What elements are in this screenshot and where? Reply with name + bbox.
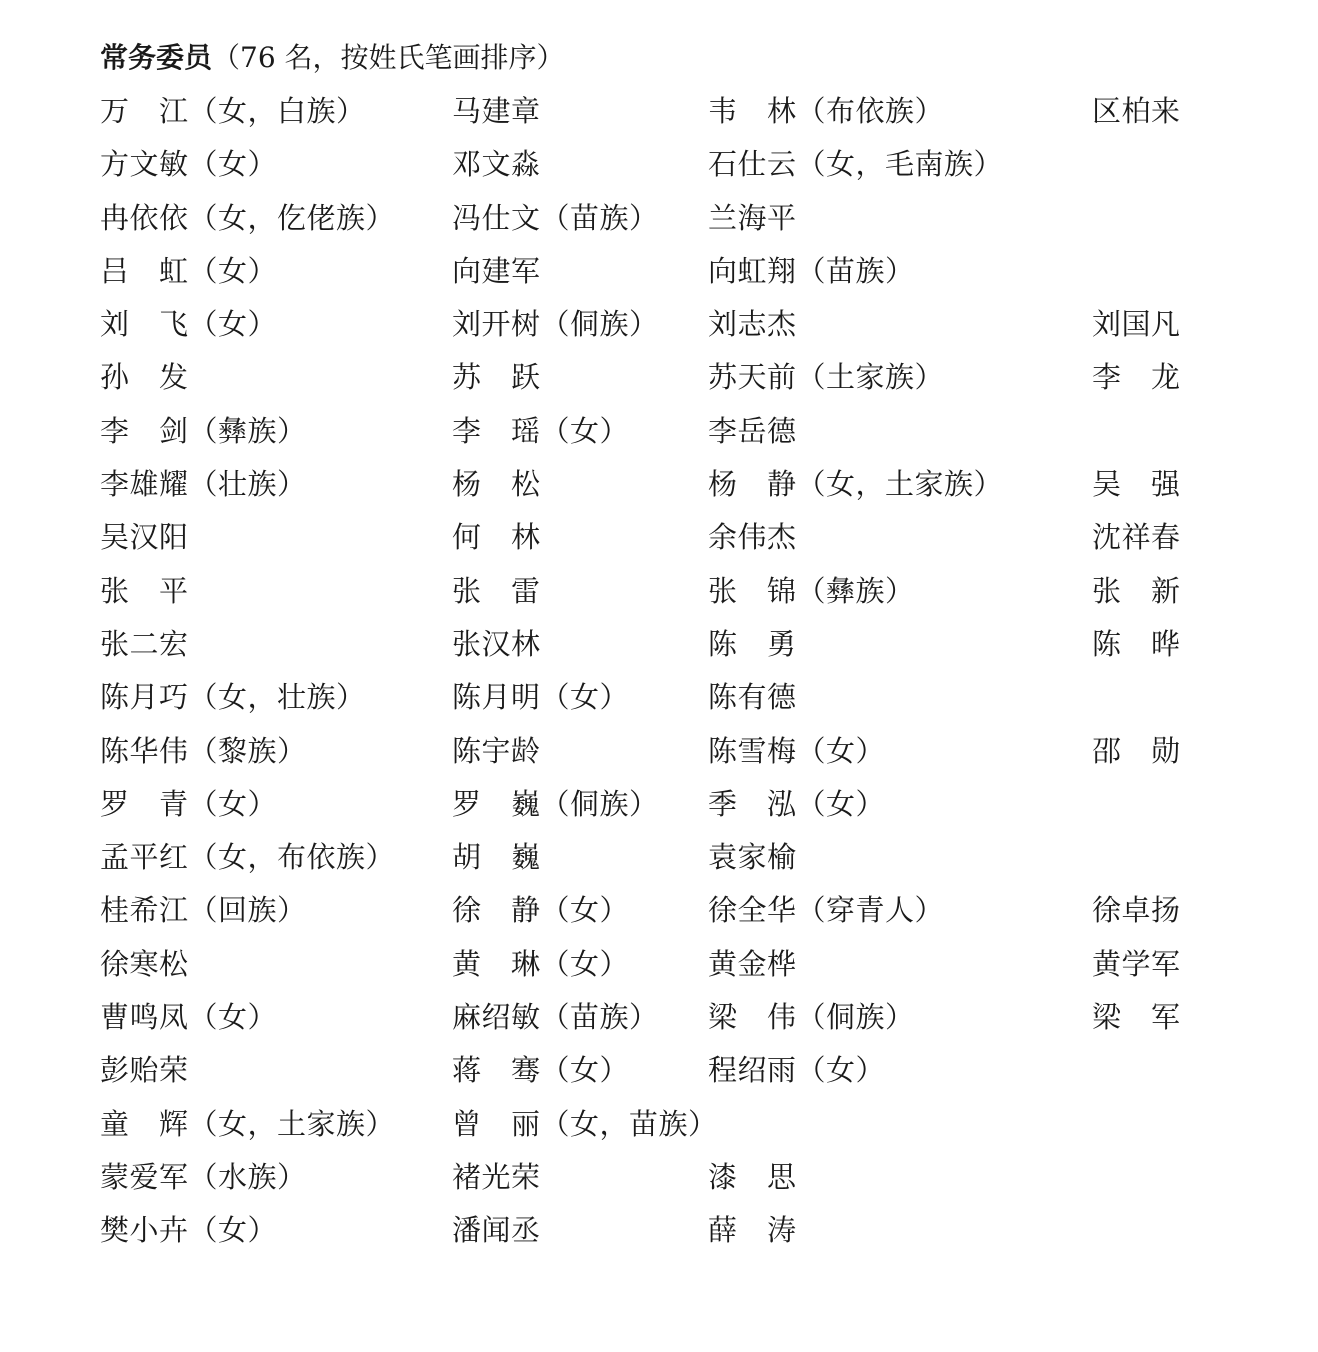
member-name: 陈月巧（女，壮族） — [100, 680, 366, 715]
member-name: 陈 晔 — [1092, 626, 1181, 661]
member-name: 刘 飞（女） — [100, 307, 278, 342]
member-name: 余伟杰 — [708, 520, 797, 555]
member-name: 何 林 — [452, 520, 541, 555]
roster-row — [100, 728, 1220, 781]
member-name: 程绍雨（女） — [708, 1053, 886, 1088]
member-name: 桂希江（回族） — [100, 893, 307, 928]
member-name: 陈华伟（黎族） — [100, 733, 307, 768]
member-name: 陈雪梅（女） — [708, 733, 886, 768]
member-name: 黄学军 — [1092, 946, 1181, 981]
member-name: 兰海平 — [708, 200, 797, 235]
member-name: 杨 松 — [452, 467, 541, 502]
roster-row — [100, 408, 1220, 461]
roster-row — [100, 1101, 1220, 1154]
member-name: 刘开树（侗族） — [452, 307, 659, 342]
member-name: 张二宏 — [100, 626, 189, 661]
member-name: 麻绍敏（苗族） — [452, 1000, 659, 1035]
member-name: 袁家榆 — [708, 840, 797, 875]
member-name: 李 龙 — [1092, 360, 1181, 395]
member-name: 李岳德 — [708, 413, 797, 448]
member-name: 苏 跃 — [452, 360, 541, 395]
member-name: 向虹翔（苗族） — [708, 253, 915, 288]
member-name: 邓文淼 — [452, 147, 541, 182]
member-name: 薛 涛 — [708, 1213, 797, 1248]
member-name: 梁 军 — [1092, 1000, 1181, 1035]
member-name: 陈宇龄 — [452, 733, 541, 768]
member-name: 张 新 — [1092, 573, 1181, 608]
roster-row — [100, 994, 1220, 1047]
member-name: 刘志杰 — [708, 307, 797, 342]
member-name: 李 瑶（女） — [452, 413, 630, 448]
member-name: 梁 伟（侗族） — [708, 1000, 915, 1035]
member-name: 陈 勇 — [708, 626, 797, 661]
member-name: 童 辉（女，土家族） — [100, 1106, 396, 1141]
member-name: 徐全华（穿青人） — [708, 893, 945, 928]
member-name: 黄金桦 — [708, 946, 797, 981]
member-name: 徐卓扬 — [1092, 893, 1181, 928]
member-roster — [100, 88, 1220, 1261]
section-heading — [100, 36, 565, 80]
member-name: 孙 发 — [100, 360, 189, 395]
roster-row — [100, 354, 1220, 407]
member-name: 彭贻荣 — [100, 1053, 189, 1088]
member-name: 蒙爱军（水族） — [100, 1159, 307, 1194]
member-name: 苏天前（土家族） — [708, 360, 945, 395]
roster-row — [100, 621, 1220, 674]
member-name: 陈月明（女） — [452, 680, 630, 715]
roster-row — [100, 674, 1220, 727]
roster-row — [100, 141, 1220, 194]
roster-row — [100, 1047, 1220, 1100]
member-name: 徐 静（女） — [452, 893, 630, 928]
member-name: 邵 勋 — [1092, 733, 1181, 768]
member-name: 季 泓（女） — [708, 786, 886, 821]
roster-row — [100, 1154, 1220, 1207]
roster-row — [100, 195, 1220, 248]
member-name: 曹鸣凤（女） — [100, 1000, 278, 1035]
roster-row — [100, 941, 1220, 994]
member-name: 刘国凡 — [1092, 307, 1181, 342]
roster-row — [100, 1207, 1220, 1260]
member-name: 万 江（女，白族） — [100, 94, 366, 128]
member-name: 黄 琳（女） — [452, 946, 630, 981]
member-name: 蒋 骞（女） — [452, 1053, 630, 1088]
roster-row — [100, 248, 1220, 301]
member-name: 冉依依（女，仡佬族） — [100, 200, 396, 235]
member-name: 马建章 — [452, 94, 541, 128]
member-name: 区柏来 — [1092, 94, 1181, 128]
member-name: 沈祥春 — [1092, 520, 1181, 555]
roster-row — [100, 301, 1220, 354]
member-name: 张 锦（彝族） — [708, 573, 915, 608]
heading-title: 常务委员 — [100, 41, 213, 74]
member-name: 罗 巍（侗族） — [452, 786, 659, 821]
member-name: 徐寒松 — [100, 946, 189, 981]
roster-row — [100, 514, 1220, 567]
member-name: 曾 丽（女，苗族） — [452, 1106, 718, 1141]
member-name: 潘闻丞 — [452, 1213, 541, 1248]
member-name: 吴汉阳 — [100, 520, 189, 555]
member-name: 李 剑（彝族） — [100, 413, 307, 448]
roster-row — [100, 834, 1220, 887]
member-name: 李雄耀（壮族） — [100, 467, 307, 502]
member-name: 向建军 — [452, 253, 541, 288]
member-name: 张 平 — [100, 573, 189, 608]
roster-row — [100, 461, 1220, 514]
member-name: 张 雷 — [452, 573, 541, 608]
roster-row — [100, 887, 1220, 940]
member-name: 漆 思 — [708, 1159, 797, 1194]
member-name: 胡 巍 — [452, 840, 541, 875]
member-name: 方文敏（女） — [100, 147, 278, 182]
member-name: 罗 青（女） — [100, 786, 278, 821]
member-name: 吕 虹（女） — [100, 253, 278, 288]
member-name: 吴 强 — [1092, 467, 1181, 502]
member-name: 褚光荣 — [452, 1159, 541, 1194]
roster-row — [100, 88, 1220, 141]
member-name: 杨 静（女，土家族） — [708, 467, 1004, 502]
member-name: 韦 林（布依族） — [708, 94, 945, 128]
member-name: 孟平红（女，布依族） — [100, 840, 396, 875]
member-name: 张汉林 — [452, 626, 541, 661]
member-name: 石仕云（女，毛南族） — [708, 147, 1004, 182]
heading-note: （76 名，按姓氏笔画排序） — [212, 41, 565, 74]
roster-row — [100, 568, 1220, 621]
member-name: 樊小卉（女） — [100, 1213, 278, 1248]
member-name: 冯仕文（苗族） — [452, 200, 659, 235]
roster-row — [100, 781, 1220, 834]
member-name: 陈有德 — [708, 680, 797, 715]
